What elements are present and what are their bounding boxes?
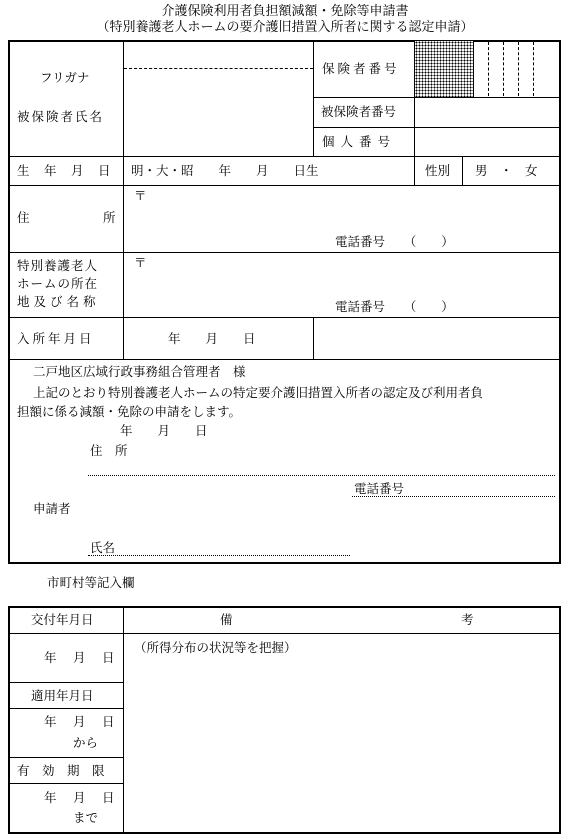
insured-number-label: 被保険者番号	[321, 104, 397, 119]
facility-label-line3: 地及び名称	[17, 294, 100, 309]
personal-number-input[interactable]	[415, 128, 559, 156]
applicant-label: 申請者	[33, 501, 71, 516]
address-label-char1: 住	[17, 210, 30, 225]
apply-date-label: 適用年月日	[31, 688, 94, 703]
insurer-number-label: 保険者番号	[322, 61, 400, 76]
declaration-text-line2: 担額に係る減額・免除の申請をします。	[17, 404, 242, 419]
facility-phone-label: 電話番号 （ ）	[335, 299, 454, 314]
apply-date-field[interactable]: 年 月 日	[44, 714, 117, 729]
sex-label: 性別	[425, 163, 451, 178]
postal-mark: 〒	[134, 188, 147, 203]
remarks-label-char1: 備	[220, 612, 233, 627]
municipal-section-title: 市町村等記入欄	[47, 575, 135, 590]
insurer-number-input[interactable]	[474, 41, 559, 97]
sex-options[interactable]: 男 ・ 女	[475, 163, 538, 178]
until-label: まで	[73, 810, 99, 825]
furigana-label: フリガナ	[40, 70, 90, 85]
applicant-phone-label: 電話番号	[354, 481, 405, 496]
admission-extra-cell[interactable]	[314, 318, 559, 359]
applicant-address-label: 住 所	[90, 443, 128, 458]
birthdate-field[interactable]: 明・大・昭 年 月 日生	[131, 163, 319, 178]
insured-number-input[interactable]	[415, 98, 559, 127]
facility-label-line1: 特別養護老人	[17, 258, 99, 273]
address-label-char2: 所	[103, 210, 116, 225]
issue-date-field[interactable]: 年 月 日	[44, 650, 117, 665]
applicant-address-line[interactable]	[88, 475, 555, 476]
insured-name-input[interactable]	[124, 69, 313, 156]
declaration-date[interactable]: 年 月 日	[120, 423, 208, 438]
applicant-phone-line[interactable]	[352, 496, 555, 497]
valid-period-label: 有 効 期 限	[17, 763, 105, 778]
remarks-note: （所得分布の状況等を把握）	[134, 640, 297, 655]
form-subtitle: （特別養護老人ホームの要介護旧措置入所者に関する認定申請）	[96, 20, 474, 35]
insured-name-label: 被保険者氏名	[17, 109, 105, 124]
form-title: 介護保険利用者負担額減額・免除等申請書	[161, 4, 409, 19]
facility-label-line2: ホームの所在	[17, 276, 99, 291]
personal-number-label: 個人番号	[322, 134, 397, 149]
from-label: から	[73, 735, 99, 750]
applicant-name-line[interactable]	[88, 555, 350, 556]
remarks-label-char2: 考	[461, 612, 474, 627]
admission-date-field[interactable]: 年 月 日	[168, 331, 256, 346]
facility-postal-mark: 〒	[134, 255, 147, 270]
address-phone-label: 電話番号 （ ）	[335, 234, 454, 249]
valid-until-field[interactable]: 年 月 日	[44, 790, 117, 805]
issue-date-label: 交付年月日	[31, 612, 94, 627]
insurer-number-shaded-cells	[415, 41, 473, 97]
admission-date-label: 入所年月日	[17, 331, 95, 346]
addressee: 二戸地区広域行政事務組合管理者 様	[33, 364, 246, 379]
birthdate-label: 生 年 月 日	[17, 163, 112, 178]
furigana-input[interactable]	[124, 41, 313, 68]
applicant-name-label: 氏名	[90, 540, 116, 555]
declaration-text-line1: 上記のとおり特別養護老人ホームの特定要介護旧措置入所者の認定及び利用者負	[33, 385, 484, 400]
remarks-input[interactable]	[124, 634, 559, 832]
